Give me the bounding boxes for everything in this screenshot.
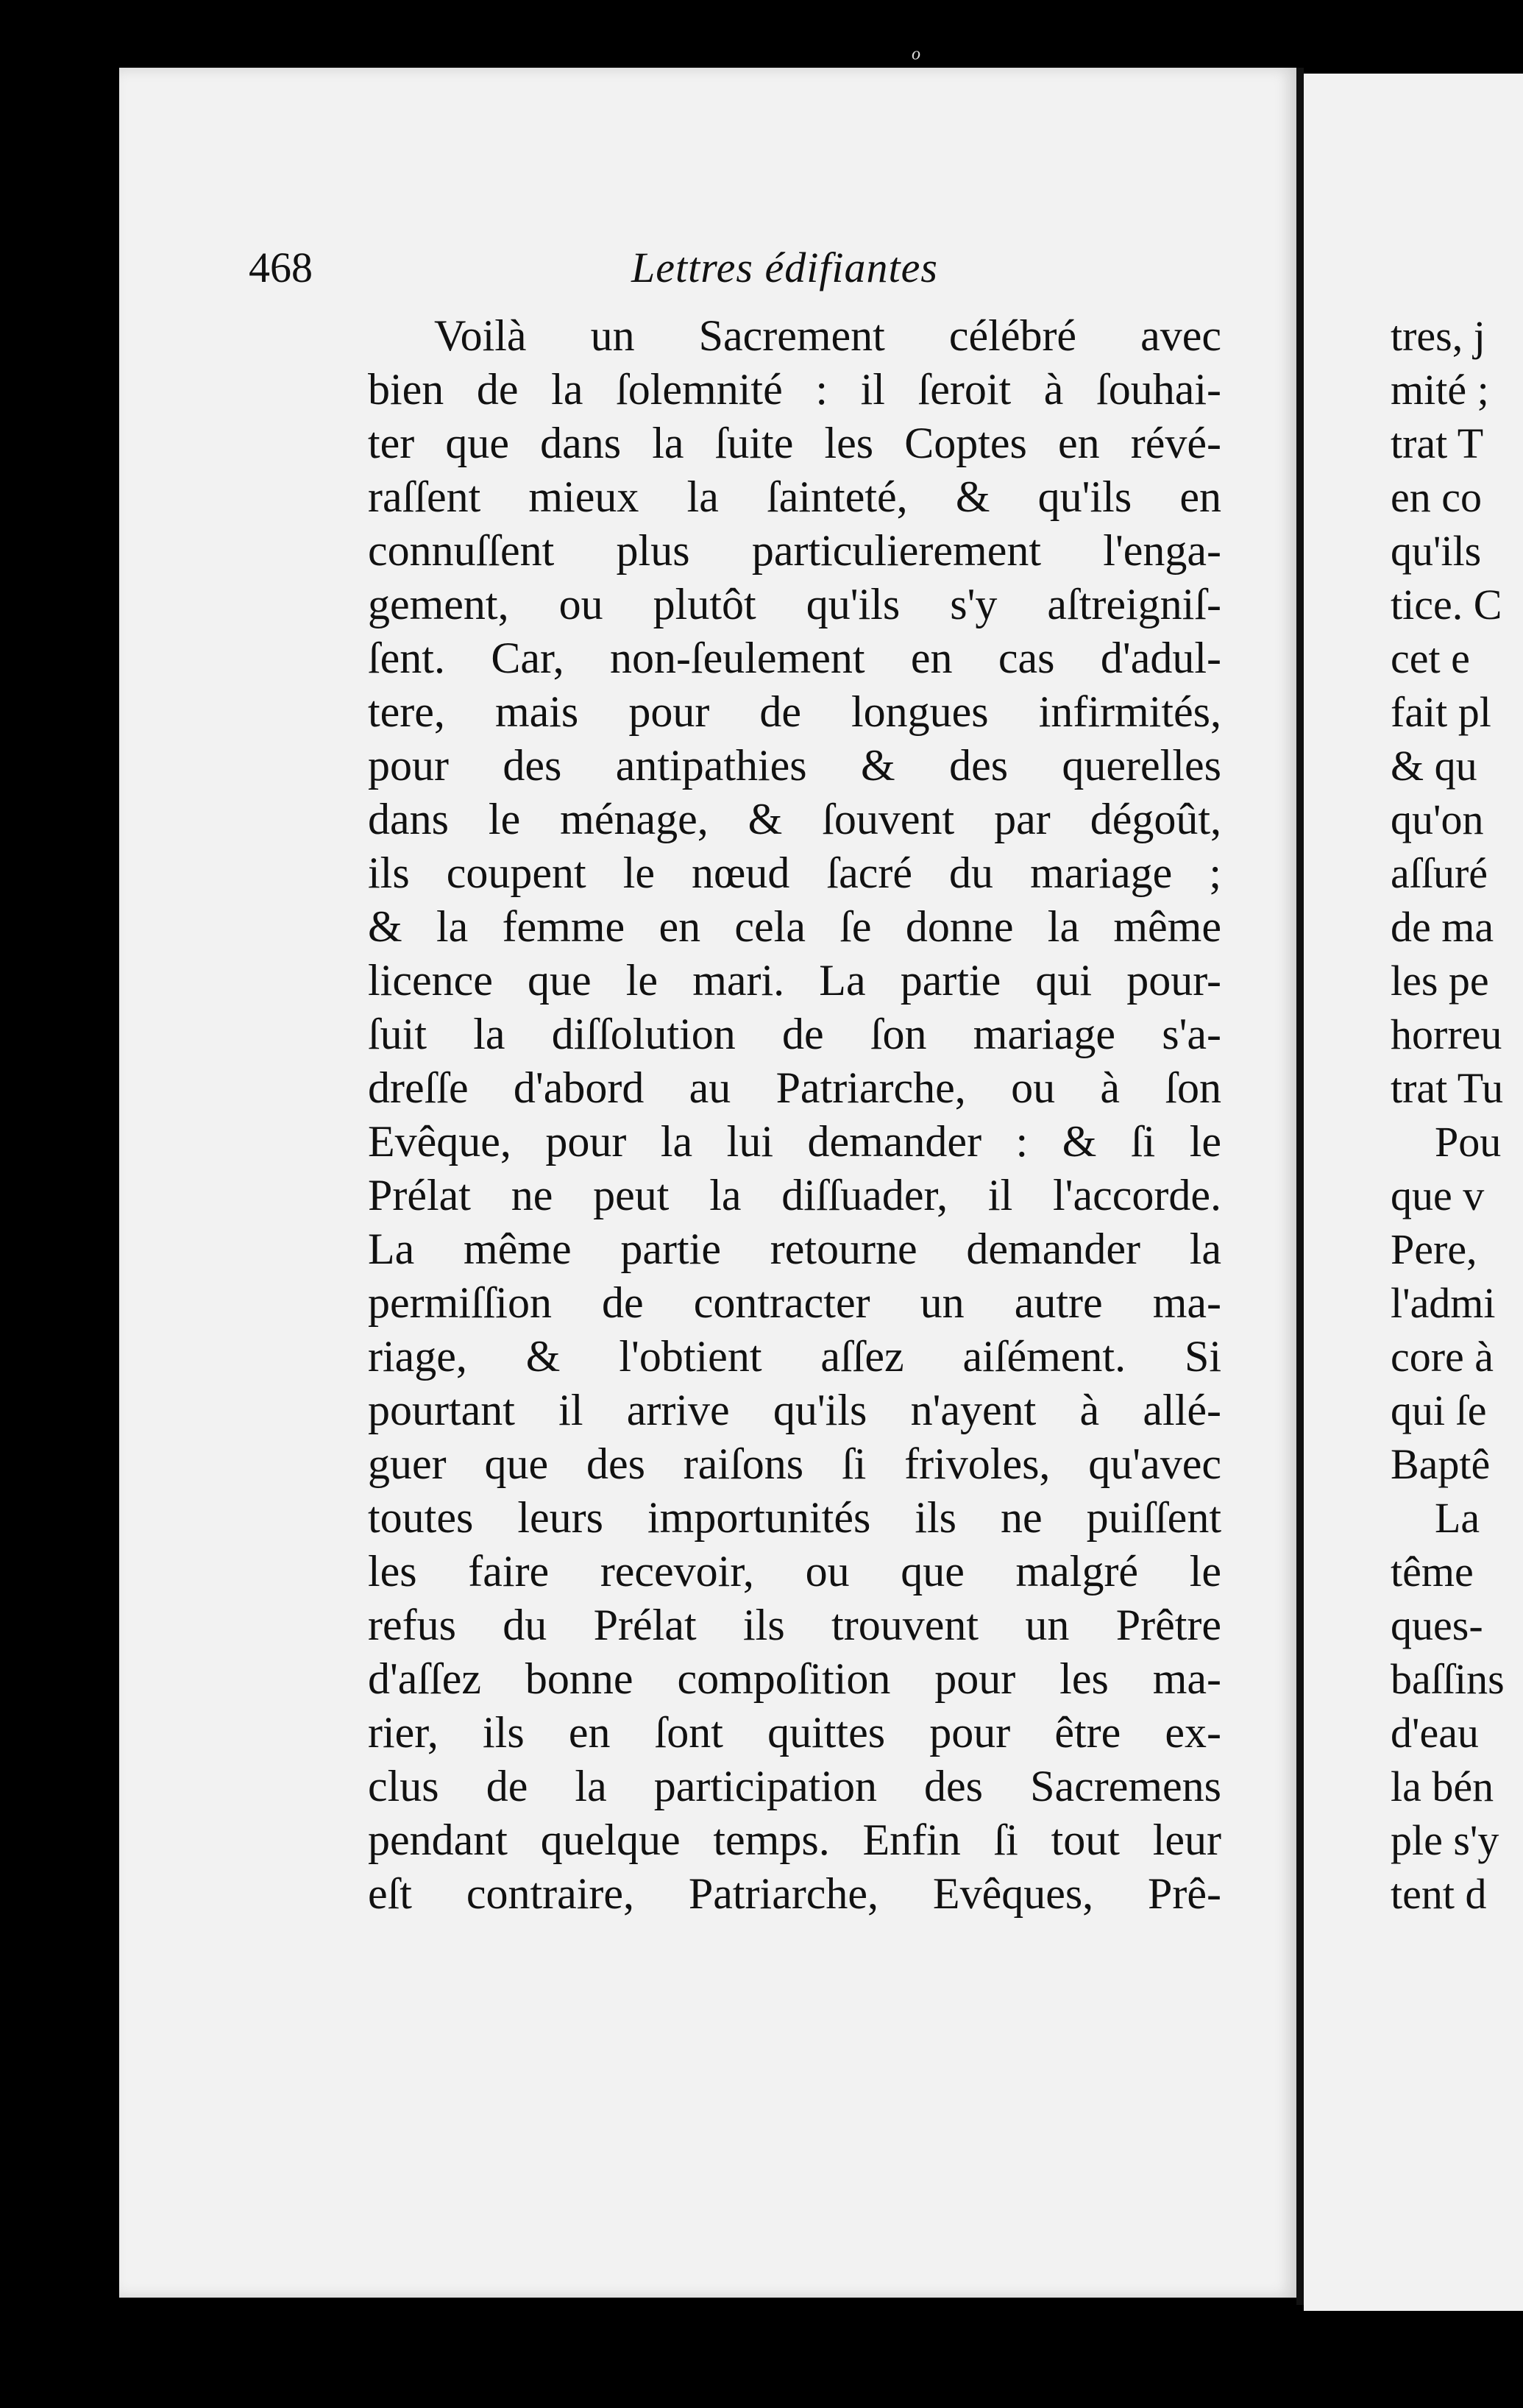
text-line: rier, ils en ſont quittes pour être ex- (368, 1708, 1221, 1757)
text-line: La (1435, 1494, 1480, 1542)
text-line: aſſuré (1391, 849, 1488, 897)
text-line: la bén (1391, 1763, 1494, 1810)
text-line: Pou (1435, 1118, 1502, 1166)
text-line: mité ; (1391, 366, 1489, 414)
text-line: tres, j (1391, 312, 1485, 360)
text-line: pendant quelque temps. Enfin ſi tout leur (368, 1816, 1221, 1864)
text-line: trat T (1391, 419, 1484, 467)
running-title: Lettres édifiantes (631, 244, 938, 291)
text-line: qu'on (1391, 796, 1484, 843)
text-line: & qu (1391, 742, 1477, 790)
page-header (249, 243, 1235, 302)
film-frame-mark: ₒ (912, 30, 921, 63)
text-line: ils coupent le nœud ſacré du mariage ; (368, 849, 1221, 897)
text-line: ſuit la diſſolution de ſon mariage s'a- (368, 1010, 1221, 1058)
text-line: ſent. Car, non-ſeulement en cas d'adul- (368, 634, 1221, 682)
text-line: pour des antipathies & des querelles (368, 741, 1221, 790)
text-line: Baptê (1391, 1440, 1491, 1488)
text-line: tent d (1391, 1870, 1487, 1918)
text-line: horreu (1391, 1010, 1502, 1058)
text-line: ter que dans la ſuite les Coptes en révé- (368, 419, 1221, 467)
text-line: ple s'y (1391, 1816, 1499, 1864)
text-line: Evêque, pour la lui demander : & ſi le (368, 1117, 1221, 1166)
text-line: fait pl (1391, 688, 1491, 736)
right-page-text (1391, 309, 1523, 1921)
text-line: qui ſe (1391, 1387, 1487, 1434)
text-line: trat Tu (1391, 1064, 1504, 1112)
text-line: permiſſion de contracter un autre ma- (368, 1278, 1221, 1327)
text-line: licence que le mari. La partie qui pour- (368, 956, 1221, 1005)
text-line: raſſent mieux la ſainteté, & qu'ils en (368, 472, 1221, 521)
text-line: tême (1391, 1548, 1474, 1596)
text-line: eſt contraire, Patriarche, Evêques, Prê- (368, 1869, 1221, 1918)
text-line: Pere, (1391, 1225, 1477, 1273)
text-line: clus de la participation des Sacremens (368, 1762, 1221, 1810)
text-line: & la femme en cela ſe donne la même (368, 902, 1221, 951)
text-line: d'aſſez bonne compoſition pour les ma- (368, 1654, 1221, 1703)
text-line: cet e (1391, 634, 1470, 682)
text-line: les faire recevoir, ou que malgré le (368, 1547, 1221, 1596)
text-line: Prélat ne peut la diſſuader, il l'accorde. (368, 1171, 1221, 1219)
page-number: 468 (249, 244, 313, 291)
text-line: pourtant il arrive qu'ils n'ayent à allé- (368, 1386, 1221, 1434)
text-line: baſſins (1391, 1655, 1505, 1703)
text-line: que v (1391, 1172, 1485, 1219)
text-line: dans le ménage, & ſouvent par dégoût, (368, 795, 1221, 843)
text-line: ques- (1391, 1601, 1483, 1649)
left-page-text (368, 309, 1221, 1921)
text-line: tice. C (1391, 581, 1502, 628)
text-line: tere, mais pour de longues infirmités, (368, 687, 1221, 736)
text-line: gement, ou plutôt qu'ils s'y aſtreigniſ- (368, 580, 1221, 628)
text-line: bien de la ſolemnité : il ſeroit à ſouhai- (368, 365, 1221, 414)
text-line: l'admi (1391, 1279, 1496, 1327)
text-line: dreſſe d'abord au Patriarche, ou à ſon (368, 1063, 1221, 1112)
text-line: les pe (1391, 957, 1489, 1005)
text-line: core à (1391, 1333, 1494, 1381)
text-line: refus du Prélat ils trouvent un Prêtre (368, 1601, 1221, 1649)
text-line: en co (1391, 473, 1482, 521)
text-line: guer que des raiſons ſi frivoles, qu'avec (368, 1440, 1221, 1488)
text-line: connuſſent plus particulierement l'enga- (368, 526, 1221, 575)
text-line: riage, & l'obtient aſſez aiſément. Si (368, 1332, 1221, 1381)
text-line: qu'ils (1391, 527, 1482, 575)
text-line: d'eau (1391, 1709, 1479, 1757)
page-gutter (1296, 68, 1304, 2305)
text-line: toutes leurs importunités ils ne puiſſent (368, 1493, 1221, 1542)
text-line: Voilà un Sacrement célébré avec (434, 311, 1221, 360)
text-line: de ma (1391, 903, 1494, 951)
text-line: La même partie retourne demander la (368, 1225, 1221, 1273)
